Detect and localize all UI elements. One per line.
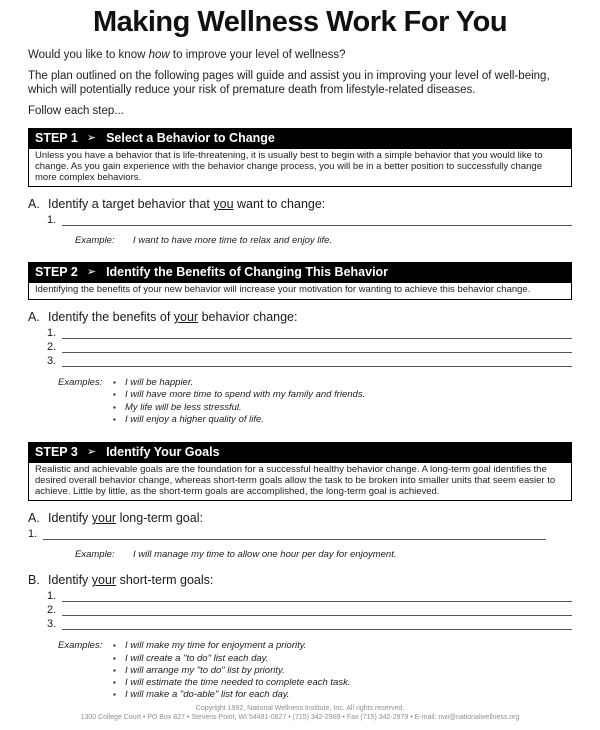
write-in-row [47,326,572,339]
step-3-prompt-a [28,511,572,526]
step-1-section [28,128,572,246]
step-1-title: Select a Behavior to Change [106,131,275,145]
write-in-line[interactable] [62,214,572,226]
arrow-right-icon: ➢ [86,265,97,278]
arrow-right-icon: ➢ [86,131,97,144]
intro-question [28,48,572,62]
step-3-example [75,549,572,560]
prompt-suffix: behavior change: [198,310,298,325]
prompt-suffix: want to change: [233,197,326,212]
example-item: ▪ I will have more time to spend with my family and friends. [113,389,365,401]
step-3-description: Realistic and achievable goals are the foundation for a successful healthy behavior change. A long-term goal identifies the desired overall behavior change, whereas short-term goals allow the task to be broken into smaller units that seem easier to achieve. Little by little, as the short-term goals are accomplished, the long-term goal is achieved. [28,462,572,501]
step-3-title: Identify Your Goals [106,445,220,459]
line-number: 3. [47,618,57,631]
footer [0,704,600,722]
examples-label: Examples: [58,640,103,652]
section-letter: A. [28,511,40,526]
write-in-row [47,213,572,226]
example-item: ▪ I will make a "do-able" list for each day. [113,689,350,701]
example-label: Example: [75,549,115,561]
line-number: 1. [47,327,57,340]
step-1-example [75,235,572,246]
write-in-line[interactable] [43,528,546,540]
prompt-suffix: short-term goals: [116,573,214,588]
prompt-prefix: Identify [48,573,92,588]
prompt-text [48,197,325,212]
step-1-prompt-a [28,197,572,212]
line-number: 2. [47,604,57,617]
prompt-prefix: Identify a target behavior that [48,197,214,212]
step-1-header-bar [28,128,572,148]
copyright-line: Copyright 1992, National Wellness Institute, Inc. All rights reserved. [195,705,405,712]
prompt-text [48,310,298,325]
section-letter: A. [28,197,40,212]
examples-list [113,377,365,426]
intro-question-prefix: Would you like to know [28,49,149,61]
prompt-text [48,573,213,588]
step-3-label: STEP 3 [35,445,78,459]
prompt-underlined-word: your [173,310,199,325]
page-title: Making Wellness Work For You [92,6,508,38]
step-2-label: STEP 2 [35,265,78,280]
example-item: ▪ I will make my time for enjoyment a priority. [113,640,350,652]
example-item: ▪ I will create a "to do" list each day. [113,653,350,665]
examples-label: Examples: [58,377,103,389]
example-item: ▪ I will estimate the time needed to complete each task. [113,677,350,689]
line-number: 1. [47,590,57,603]
example-item: ▪ My life will be less stressful. [113,402,365,414]
prompt-underlined-word: your [91,511,117,526]
examples-list [113,640,350,701]
step-2-title: Identify the Benefits of Changing This Behavior [106,265,389,280]
intro-question-emphasis: how [148,49,170,61]
write-in-line[interactable] [62,327,572,339]
write-in-row [28,527,546,540]
intro-question-suffix: to improve your level of wellness? [169,49,346,61]
example-label: Example: [75,235,115,247]
write-in-line[interactable] [62,341,572,353]
prompt-prefix: Identify [48,511,92,526]
write-in-row [47,354,572,367]
section-letter: B. [28,573,40,588]
step-3-section [28,442,572,701]
step-2-section [28,262,572,426]
prompt-suffix: long-term goal: [116,511,203,526]
prompt-underlined-word: you [213,197,234,212]
step-2-prompt-a [28,310,572,325]
step-1-description: Unless you have a behavior that is life-threatening, it is usually best to begin with a simple behavior that you would like to change. As you gain experience with the behavior change process, you will be in a better position to successfully change more complex behaviors. [28,148,572,187]
example-item: ▪ I will enjoy a higher quality of life. [113,414,365,426]
write-in-line[interactable] [62,618,572,630]
prompt-prefix: Identify the benefits of [48,310,174,325]
step-2-examples [58,377,572,426]
example-text: I want to have more time to relax and enjoy life. [133,235,333,247]
intro-section [28,48,572,118]
step-2-header-bar [28,262,572,282]
step-2-description: Identifying the benefits of your new behavior will increase your motivation for wanting to achieve this behavior change. [28,282,572,300]
step-1-label: STEP 1 [35,131,78,145]
intro-follow: Follow each step... [28,105,124,117]
write-in-line[interactable] [62,355,572,367]
step-3-header-bar [28,442,572,462]
section-letter: A. [28,310,40,325]
example-item: ▪ I will arrange my "to do" list by priority. [113,665,350,677]
step-3-prompt-b [28,573,572,588]
prompt-underlined-word: your [91,573,117,588]
prompt-text [48,511,203,526]
write-in-row [47,340,572,353]
line-number: 3. [47,355,57,368]
arrow-right-icon: ➢ [86,445,97,458]
line-number: 2. [47,341,57,354]
write-in-row [47,589,572,602]
contact-line: 1300 College Court • PO Box 827 • Stevens Point, WI 54481-0827 • (715) 342-2969 • Fax (715) 342-2979 • E-mail: nwi@nationalwellness.org [80,714,520,721]
write-in-row [47,617,572,630]
write-in-row [47,603,572,616]
line-number: 1. [28,528,38,541]
intro-paragraph: The plan outlined on the following pages will guide and assist you in improving your level of well-being, which will potentially reduce your risk of premature death from lifestyle-related diseases. [28,70,550,96]
step-3-examples [58,640,572,701]
write-in-line[interactable] [62,590,572,602]
example-text: I will manage my time to allow one hour per day for enjoyment. [133,549,397,561]
line-number: 1. [47,214,57,227]
example-item: ▪ I will be happier. [113,377,365,389]
write-in-line[interactable] [62,604,572,616]
